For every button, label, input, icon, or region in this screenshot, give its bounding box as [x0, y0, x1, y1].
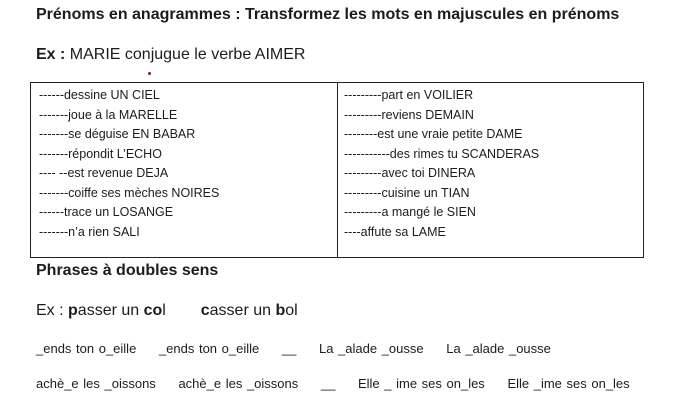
exercise-item: __: [320, 376, 336, 391]
table-row: ------trace un LOSANGE: [39, 205, 174, 219]
example2-bold-p: p: [68, 302, 78, 319]
ink-dot: [148, 72, 151, 75]
page-title: Prénoms en anagrammes : Transformez les mots en majuscules en prénoms: [36, 6, 620, 23]
table-row: ---------reviens DEMAIN: [344, 107, 474, 122]
exercise-item: La _alade _ousse: [318, 341, 424, 356]
table-row: ---- --est revenue DEJA: [39, 166, 169, 180]
table-left-column: [39, 86, 219, 242]
example-sentence: [36, 46, 305, 64]
table-row: -------se déguise EN BABAR: [39, 127, 196, 141]
table-row: ---------avec toi DINERA: [344, 166, 476, 180]
exercise-item: achè_e les _oissons: [36, 376, 156, 391]
exercise-line-2: [36, 376, 648, 391]
exercise-line-1: [36, 341, 569, 356]
example-text: MARIE conjugue le verbe AIMER: [65, 46, 306, 63]
example2-bold-co: co: [143, 302, 163, 319]
example2-text: asser un: [209, 302, 276, 319]
table-right-column: [344, 86, 539, 242]
table-row: ---------a mangé le SIEN: [344, 205, 476, 219]
table-row: ---------part en VOILIER: [344, 88, 474, 102]
double-meaning-example: [36, 302, 298, 320]
example2-text: asser un: [77, 302, 144, 319]
table-row: -------répondit L’ECHO: [39, 146, 162, 161]
exercise-item: _ends ton o_eille: [158, 341, 260, 356]
table-row: -------coiffe ses mèches NOIRES: [39, 185, 220, 200]
exercise-item: La _alade _ousse: [446, 341, 551, 356]
table-row: -----------des rimes tu SCANDERAS: [344, 146, 540, 161]
example2-text: l: [162, 302, 166, 319]
table-row: -------n’a rien SALI: [39, 224, 140, 239]
table-row: ---------cuisine un TIAN: [344, 185, 470, 200]
example2-bold-b: b: [275, 302, 286, 319]
exercise-item: Elle _ime ses on_les: [507, 376, 630, 391]
example2-label: Ex :: [36, 302, 69, 319]
exercise-item: _ends ton o_eille: [36, 341, 137, 356]
table-row: ----affute sa LAME: [344, 224, 446, 239]
example-label: Ex :: [36, 46, 66, 63]
table-column-divider: [337, 83, 338, 257]
exercise-item: achè_e les _oissons: [178, 376, 299, 391]
example2-bold-c: c: [200, 302, 210, 319]
example2-text: ol: [285, 302, 298, 319]
table-row: -------joue à la MARELLE: [39, 107, 178, 122]
exercise-item: Elle _ ime ses on_les: [357, 376, 485, 391]
section-title: Phrases à doubles sens: [36, 262, 219, 279]
exercise-item: __: [281, 341, 297, 356]
anagram-table: [30, 82, 644, 258]
table-row: ------dessine UN CIEL: [39, 88, 160, 102]
table-row: --------est une vraie petite DAME: [344, 127, 523, 141]
